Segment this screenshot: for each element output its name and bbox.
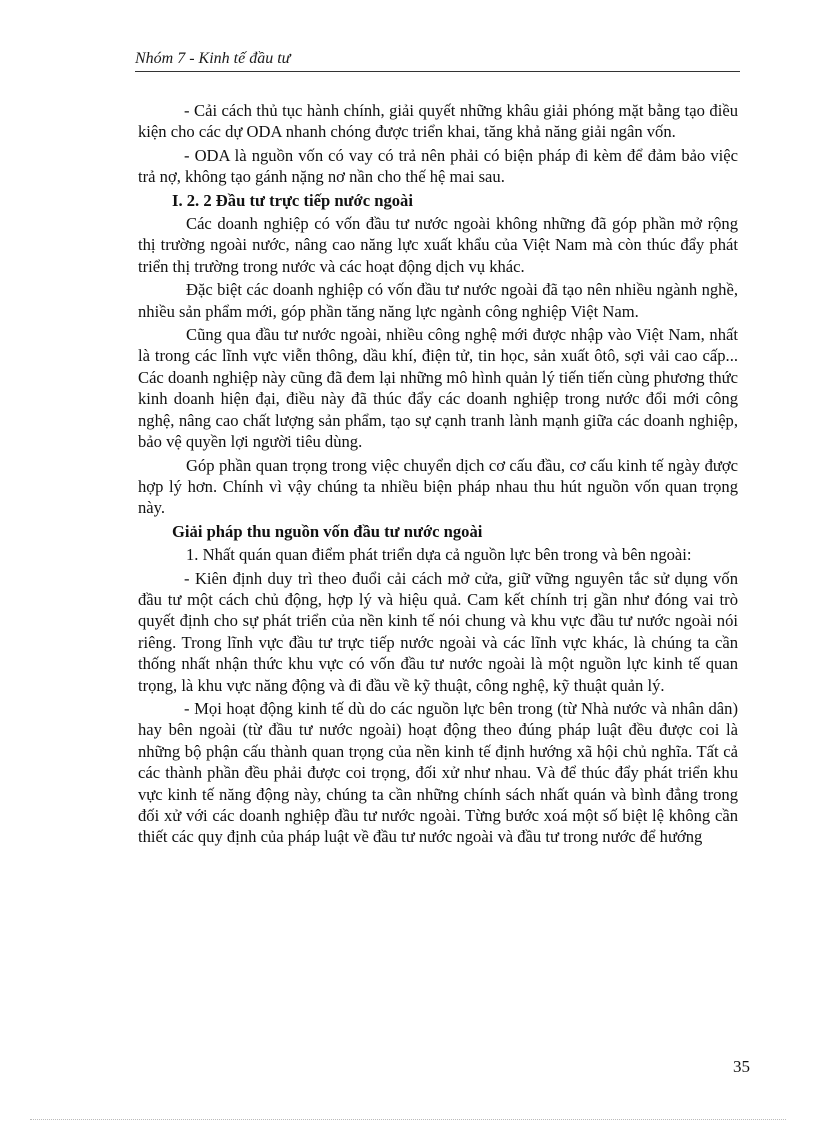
section-heading-fdi: I. 2. 2 Đầu tư trực tiếp nước ngoài	[172, 190, 413, 210]
header-divider	[135, 71, 740, 72]
paragraph-fdi-market: Các doanh nghiệp có vốn đầu tư nước ngoài không những đã góp phần mở rộng thị trường ngoài nước, nâng cao năng lực xuất khẩu của Việt Nam mà còn thúc đẩy phát triển thị trường trong nước và các hoạt động dịch vụ khác.	[138, 214, 738, 276]
page-number: 35	[733, 1057, 750, 1076]
paragraph-fdi-technology: Cũng qua đầu tư nước ngoài, nhiều công nghệ mới được nhập vào Việt Nam, nhất là trong các lĩnh vực viễn thông, dầu khí, điện tử, tin học, sản xuất ôtô, sợi vải cao cấp... Các doanh nghiệp này cũng đã đem lại những mô hình quản lý tiến tiến cùng phương thức kinh doanh hiện đại, điều này đã thúc đẩy các doanh nghiệp trong nước đổi mới công nghệ, nâng cao chất lượng sản phẩm, tạo sự cạnh tranh lành mạnh giữa các doanh nghiệp, bảo vệ quyền lợi người tiêu dùng.	[138, 325, 738, 452]
paragraph-oda-repayment: - ODA là nguồn vốn có vay có trả nên phải có biện pháp đi kèm để đảm bảo việc trả nợ, không tạo gánh nặng nơ nần cho thế hệ mai sau.	[138, 145, 738, 187]
paragraph-solution-1: 1. Nhất quán quan điểm phát triển dựa cả nguồn lực bên trong và bên ngoài:	[186, 545, 692, 565]
section-heading-solutions: Giải pháp thu nguồn vốn đầu tư nước ngoài	[172, 521, 483, 541]
paragraph-fdi-structure: Góp phần quan trọng trong việc chuyển dịch cơ cấu đầu, cơ cấu kinh tế ngày được hợp lý hơn. Chính vì vậy chúng ta nhiều biện pháp nhau thu hút nguồn vốn quan trọng này.	[138, 455, 738, 518]
paragraph-equal-treatment: - Mọi hoạt động kinh tế dù do các nguồn lực bên trong (từ Nhà nước và nhân dân) hay bên ngoài (từ đầu tư nước ngoài) hoạt động theo đúng pháp luật đều được coi là những bộ phận cấu thành quan trọng của nền kinh tế định hướng xã hội chủ nghĩa. Tất cả các thành phần đều phải được coi trọng, đối xử như nhau. Và để thúc đẩy phát triển khu vực kinh tế năng động này, chúng ta cần những chính sách nhất quán và bình đẳng trong đối xử với các doanh nghiệp đầu tư nước ngoài. Từng bước xoá một số biệt lệ không cần thiết các quy định của pháp luật về đầu tư nước ngoài và đầu tư trong nước để hướng	[138, 698, 738, 847]
bottom-divider	[30, 1119, 786, 1120]
paragraph-open-reform: - Kiên định duy trì theo đuổi cải cách mở cửa, giữ vững nguyên tắc sử dụng vốn đầu tư một cách chủ động, hợp lý và hiệu quả. Cam kết chính trị gần như đóng vai trò quyết định cho sự phát triển của nền kinh tế nói chung và khu vực đầu tư nước ngoài nói riêng. Trong lĩnh vực đầu tư trực tiếp nước ngoài và các lĩnh vực khác, là chúng ta cần thống nhất nhận thức khu vực có vốn đầu tư nước ngoài là một nguồn lực kinh tế quan trọng, là khu vực năng động và đi đầu về kỹ thuật, công nghệ, kỹ thuật quản lý.	[138, 568, 738, 695]
paragraph-admin-reform: - Cải cách thủ tục hành chính, giải quyết những khâu giải phóng mặt bằng tạo điều kiện cho các dự ODA nhanh chóng được triển khai, tăng khả năng giải ngân vốn.	[138, 101, 738, 142]
running-header: Nhóm 7 - Kinh tế đầu tư	[135, 50, 291, 67]
paragraph-fdi-industry: Đặc biệt các doanh nghiệp có vốn đầu tư nước ngoài đã tạo nên nhiều ngành nghề, nhiều sản phẩm mới, góp phần tăng năng lực ngành công nghiệp Việt Nam.	[138, 280, 738, 321]
body-text	[138, 100, 738, 850]
